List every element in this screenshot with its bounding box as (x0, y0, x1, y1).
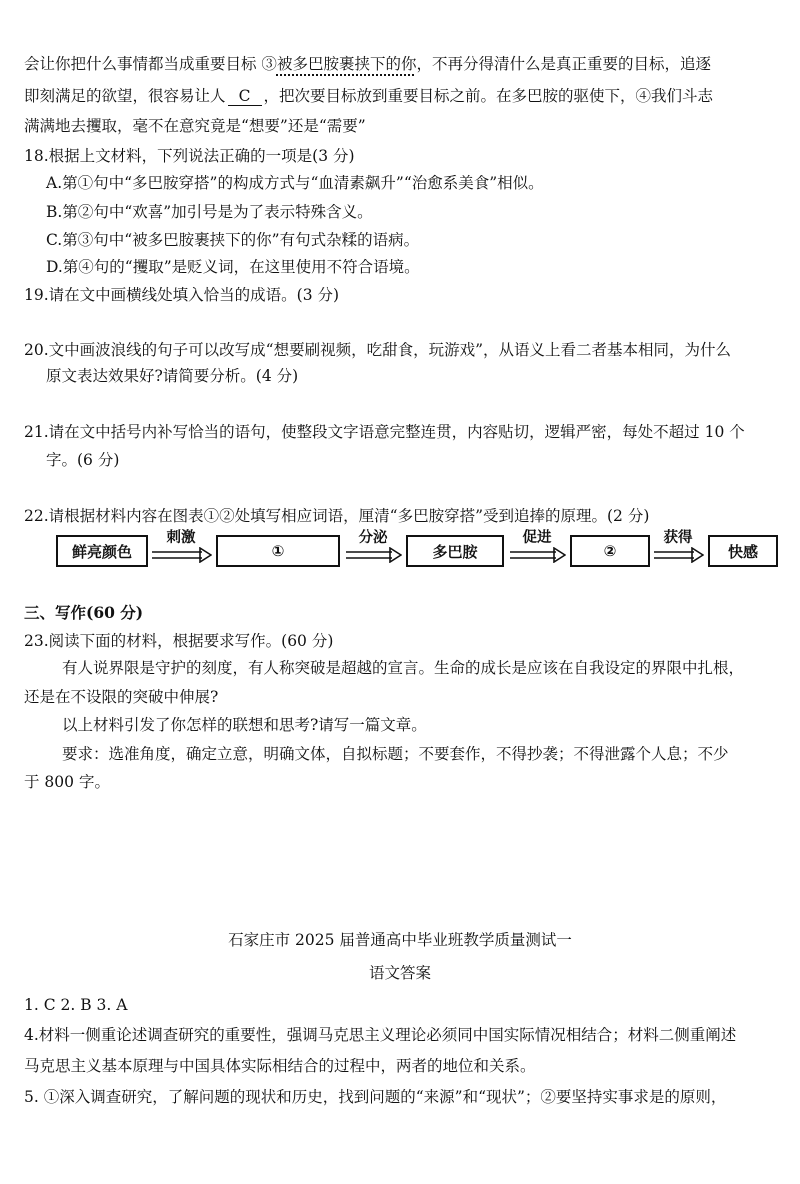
flow-arrow-promote (508, 529, 566, 573)
q19: 19.请在文中画横线处填入恰当的成语。(3 分) (24, 286, 340, 304)
answer-key-subtitle: 语文答案 (368, 964, 431, 982)
dotted-phrase: 被多巴胺裹挟下的你 (276, 55, 417, 73)
answer-5-line-1: 5. ①深入调查研究，了解问题的现状和历史，找到问题的“来源”和“现状”；②要坚持实事求是的原则， (24, 1088, 727, 1106)
answer-1-3: 1. C 2. B 3. A (24, 996, 128, 1014)
q18-option-c: C.第③句中“被多巴胺裹挟下的你”有句式杂糅的语病。 (46, 231, 420, 249)
answer-4-line-2: 马克思主义基本原理与中国具体实际相结合的过程中，两者的地位和关系。 (24, 1057, 536, 1075)
passage-line-1 (24, 53, 784, 75)
arrow-label: 刺激 (166, 530, 196, 546)
answer-key-title: 石家庄市 2025 届普通高中毕业班教学质量测试一 (228, 931, 572, 949)
q22: 22.请根据材料内容在图表①②处填写相应词语，厘清“多巴胺穿搭”受到追捧的原理。(2 分) (24, 507, 650, 525)
q20-line-1: 20.文中画波浪线的句子可以改写成“想要刷视频，吃甜食，玩游戏”，从语义上看二者基本相同，为什么 (24, 341, 732, 359)
q20-line-2: 原文表达效果好?请简要分析。(4 分) (46, 367, 299, 385)
writing-requirements-line-2: 于 800 字。 (24, 773, 110, 791)
writing-material-line-1: 有人说界限是守护的刻度，有人称突破是超越的宣言。生命的成长是应该在自我设定的界限中扎根， (62, 659, 745, 677)
flow-box-dopamine: 多巴胺 (406, 535, 504, 567)
arrow-right-icon (344, 547, 402, 563)
passage-line-3 (24, 115, 784, 137)
flow-box-bright-color: 鲜亮颜色 (56, 535, 148, 567)
q21-line-2: 字。(6 分) (46, 451, 120, 469)
flow-arrow-obtain (652, 529, 704, 573)
q18-option-a: A.第①句中“多巴胺穿搭”的构成方式与“血清素飙升”“治愈系美食”相似。 (46, 174, 544, 192)
flow-arrow-secrete (344, 529, 402, 573)
arrow-label: 分泌 (358, 530, 388, 546)
arrow-label: 获得 (663, 530, 693, 546)
passage-text: 满满地去攫取，毫不在意究竟是“想要”还是“需要” (24, 117, 366, 135)
q23-stem: 23.阅读下面的材料，根据要求写作。(60 分) (24, 632, 334, 650)
q18-option-d: D.第④句的“攫取”是贬义词，在这里使用不符合语境。 (46, 258, 420, 276)
flow-arrow-stimulate (150, 529, 212, 573)
arrow-right-icon (652, 547, 704, 563)
answer-4-line-1: 4.材料一侧重论述调查研究的重要性，强调马克思主义理论必须同中国实际情况相结合；材料二侧重阐述 (24, 1026, 737, 1044)
answer-blank: C (228, 87, 262, 106)
arrow-right-icon (150, 547, 212, 563)
passage-line-2 (24, 85, 784, 107)
passage-text: ，把次要目标放到重要目标之前。在多巴胺的驱使下，④我们斗志 (263, 87, 714, 105)
flow-box-pleasure: 快感 (708, 535, 778, 567)
section-heading-writing: 三、写作(60 分) (24, 603, 144, 622)
q18-stem: 18.根据上文材料，下列说法正确的一项是(3 分) (24, 147, 355, 165)
writing-requirements-line-1: 要求：选准角度，确定立意，明确文体，自拟标题；不要套作，不得抄袭；不得泄露个人息；不少 (62, 745, 729, 763)
writing-material-line-2: 还是在不设限的突破中伸展? (24, 688, 219, 706)
flow-diagram (46, 529, 758, 575)
arrow-right-icon (508, 547, 566, 563)
arrow-label: 促进 (522, 530, 552, 546)
passage-text: 会让你把什么事情都当成重要目标 ③ (24, 55, 277, 73)
flow-box-blank-2: ② (570, 535, 650, 567)
passage-text: ，不再分得清什么是真正重要的目标，追逐 (416, 55, 711, 73)
writing-prompt: 以上材料引发了你怎样的联想和思考?请写一篇文章。 (62, 716, 427, 734)
flow-box-blank-1: ① (216, 535, 340, 567)
passage-text: 即刻满足的欲望，很容易让人 (24, 87, 226, 105)
q18-option-b: B.第②句中“欢喜”加引号是为了表示特殊含义。 (46, 203, 373, 221)
q21-line-1: 21.请在文中括号内补写恰当的语句，使整段文字语意完整连贯，内容贴切，逻辑严密，每处不超过 10 个 (24, 423, 745, 441)
